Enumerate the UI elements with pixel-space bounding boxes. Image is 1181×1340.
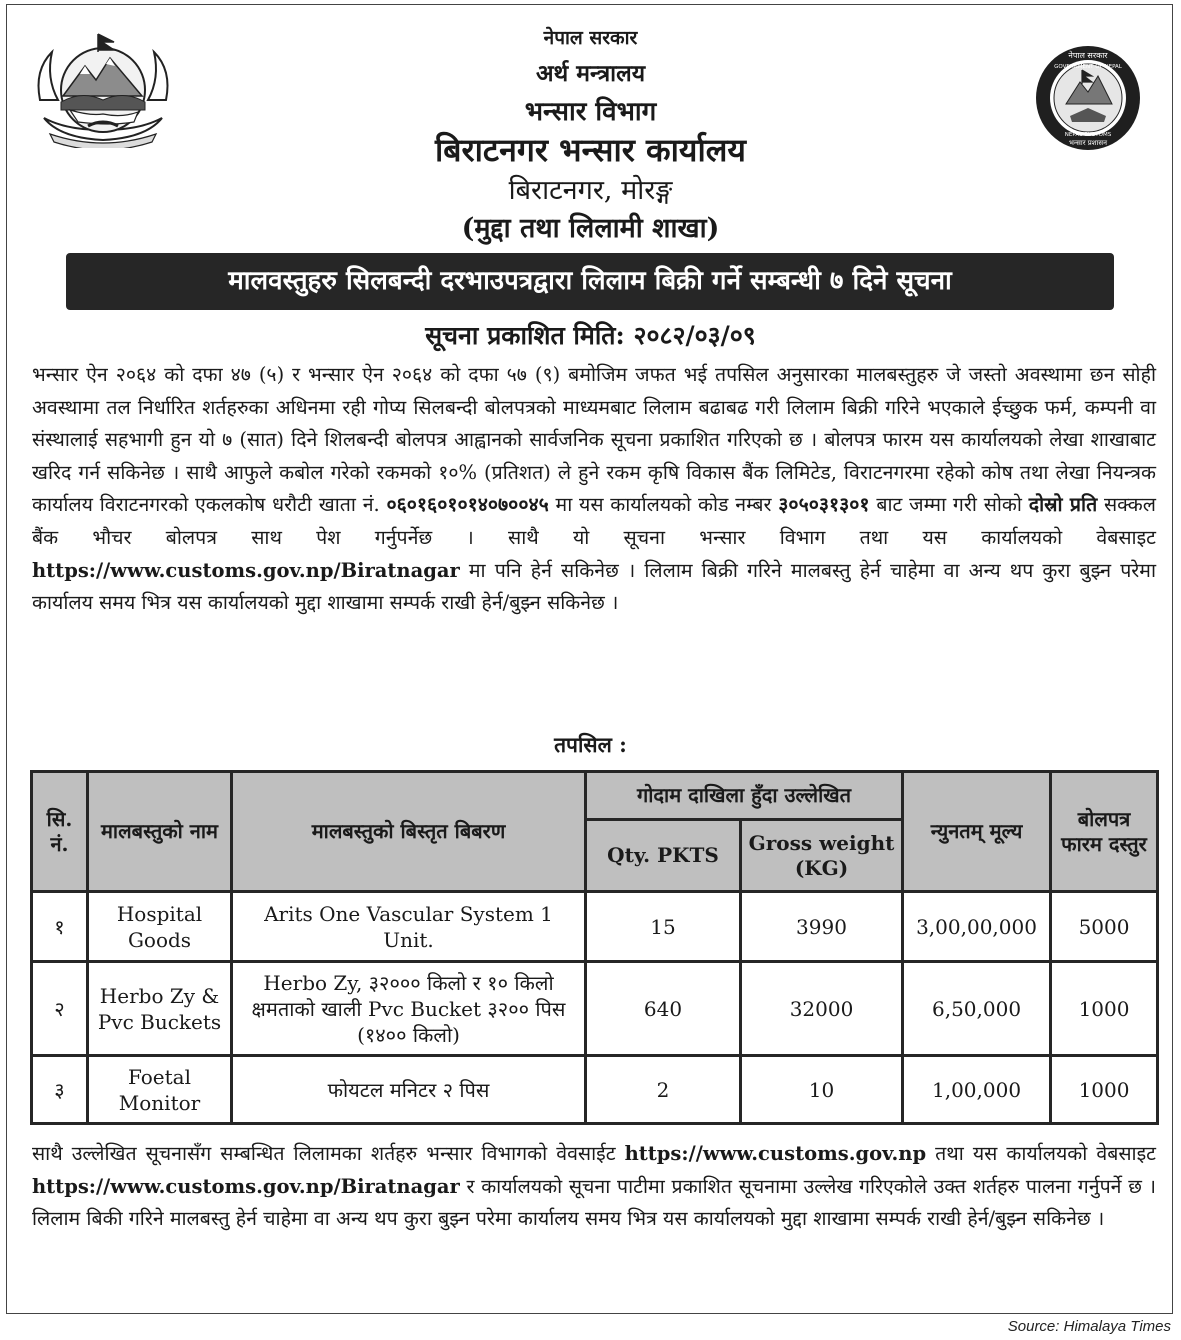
schedule-heading: तपसिल : xyxy=(554,732,627,757)
government-name: नेपाल सरकार xyxy=(543,27,638,49)
table-row: ३ Foetal Monitor फोयटल मनिटर २ पिस 2 10 1,00,000 1000 xyxy=(32,1056,1158,1124)
section-name: (मुद्दा तथा लिलामी शाखा) xyxy=(461,213,720,244)
col-name-header: मालबस्तुको नाम xyxy=(88,772,232,892)
col-min-value-header: न्युनतम् मूल्य xyxy=(903,772,1051,892)
notice-footer: साथै उल्लेखित सूचनासँग सम्बन्धित लिलामका शर्तहरु भन्सार विभागको वेवसाईट https://www.customs.gov.np तथा यस कार्यालयको वेबसाइट https://www.customs.gov.np/Biratnagar र कार्यालयको सूचना पाटीमा प्रकाशित सूचनामा उल्लेख गरिएकोले उक्त शर्तहरु पालना गर्नुपर्ने छ । लिलाम बिकी गरिने मालबस्तु हेर्न चाहेमा वा अन्य थप कुरा बुझ्न परेमा कार्यालय समय भित्र यस कार्यालयको मुद्दा शाखामा सम्पर्क राखी हेर्न/बुझ्न सकिनेछ । xyxy=(32,1142,1157,1231)
publish-date: सूचना प्रकाशित मिति: २०८२/०३/०९ xyxy=(425,321,756,350)
notice-body: भन्सार ऐन २०६४ को दफा ४७ (५) र भन्सार ऐन २०६४ को दफा ५७ (९) बमोजिम जफत भई तपसिल अनुसारका मालबस्तुहरु जे जस्तो अवस्थामा छन सोही अवस्थामा तल निर्धारित शर्तहरुका अधिनमा रही गोप्य सिलबन्दी बोलपत्रको माध्यमबाट लिलाम बढाबढ गरी लिलाम बिक्री गरिने भएकाले ईच्छुक फर्म, कम्पनी वा संस्थालाई सहभागी हुन यो ७ (सात) दिने शिलबन्दी बोलपत्र आह्वानको सार्वजनिक सूचना प्रकाशित गरिएको छ । बोलपत्र फारम यस कार्यालयको लेखा शाखाबाट खरिद गर्न सकिनेछ । साथै आफुले कबोल गरेको रकमको १०% (प्रतिशत) ले हुने रकम कृषि विकास बैंक लिमिटेड, विराटनगरमा रहेको कोष तथा लेखा नियन्त्रक कार्यालय विराटनगरको एकलकोष धरौटी खाता नं. ०६०१६०१०१४०७००४५ मा यस कार्यालयको कोड नम्बर ३०५०३१३०१ बाट जम्मा गरी सोको दोस्रो प्रति सक्कल बैंक भौचर बोलपत्र साथ पेश गर्नुपर्नेछ । साथै यो सूचना भन्सार विभाग तथा यस कार्यालयको वेबसाइट https://www.customs.gov.np/Biratnagar मा पनि हेर्न सकिनेछ । लिलाम बिक्री गरिने मालबस्तु हेर्न चाहेमा वा अन्य थप कुरा बुझ्न परेमा कार्यालय समय भित्र यस कार्यालयको मुद्दा शाखामा सम्पर्क राखी हेर्न/बुझ्न सकिनेछ । xyxy=(32,363,1156,615)
svg-text:नेपाल सरकार: नेपाल सरकार xyxy=(1068,51,1108,60)
svg-text:NEPAL CUSTOMS: NEPAL CUSTOMS xyxy=(1064,132,1112,138)
office-website-link[interactable]: https://www.customs.gov.np/Biratnagar xyxy=(32,558,460,582)
office-name: बिराटनगर भन्सार कार्यालय xyxy=(435,131,746,169)
items-table-wrapper xyxy=(30,770,1156,1122)
table-row: २ Herbo Zy & Pvc Buckets Herbo Zy, ३२००० किलो र १० किलो क्षमताको खाली Pvc Bucket ३२०० पिस (१४०० किलो) 640 32000 6,50,000 1000 xyxy=(32,962,1158,1056)
office-location: बिराटनगर, मोरङ्ग xyxy=(508,175,673,206)
deposit-account-number: ०६०१६०१०१४०७००४५ xyxy=(386,493,549,517)
col-sn-header: सि. नं. xyxy=(32,772,88,892)
notice-title-banner: मालवस्तुहरु सिलबन्दी दरभाउपत्रद्वारा लिलाम बिक्री गर्ने सम्बन्धी ७ दिने सूचना xyxy=(66,253,1114,310)
col-weight-header: Gross weight (KG) xyxy=(741,820,903,892)
office-website-link-footer[interactable]: https://www.customs.gov.np/Biratnagar xyxy=(32,1174,460,1198)
svg-text:GOVERNMENT OF NEPAL: GOVERNMENT OF NEPAL xyxy=(1054,64,1122,70)
customs-website-link[interactable]: https://www.customs.gov.np xyxy=(624,1142,927,1165)
col-form-fee-header: बोलपत्र फारम दस्तुर xyxy=(1051,772,1158,892)
col-godam-group-header: गोदाम दाखिला हुँदा उल्लेखित xyxy=(586,772,903,820)
department-name: भन्सार विभाग xyxy=(524,97,657,127)
col-description-header: मालबस्तुको बिस्तृत बिबरण xyxy=(232,772,586,892)
source-credit: Source: Himalaya Times xyxy=(1007,1318,1171,1335)
col-qty-header: Qty. PKTS xyxy=(586,820,741,892)
auction-items-table xyxy=(30,770,1159,1125)
ministry-name: अर्थ मन्त्रालय xyxy=(535,60,646,87)
office-code-number: ३०५०३१३०१ xyxy=(778,493,870,517)
svg-text:भन्सार प्रशासन: भन्सार प्रशासन xyxy=(1069,139,1107,147)
table-row: १ Hospital Goods Arits One Vascular System 1 Unit. 15 3990 3,00,00,000 5000 xyxy=(32,892,1158,962)
